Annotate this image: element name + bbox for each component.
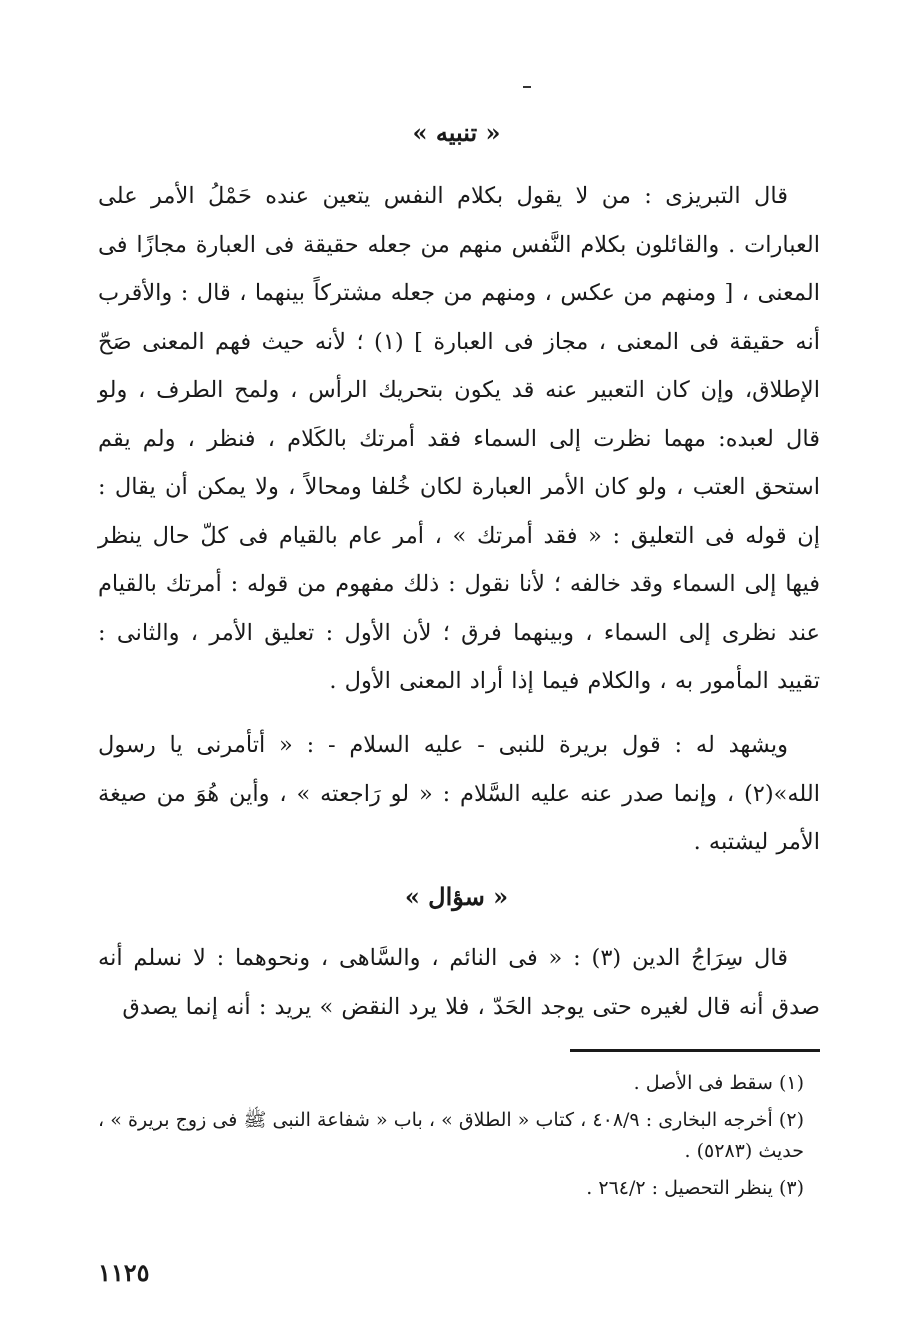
footnote-separator [570,1049,820,1052]
page-mark [523,86,531,88]
section-heading-tanbih: « تنبيه » [412,118,501,147]
page-number: ١١٢٥ [98,1258,150,1287]
body-paragraph-2: ويشهد له : قول بريرة للنبى - عليه السلام - : « أتأمرنى يا رسول الله»(٢) ، وإنما صدر عنه عليه السَّلام : « لو رَاجعته » ، وأين هُوَ من صيغة الأمر ليشتبه . [98,732,820,855]
footnotes [98,1068,820,1210]
footnote-3: (٣) ينظر التحصيل : ٢٦٤/٢ . [586,1177,804,1199]
footnote-1: (١) سقط فى الأصل . [633,1072,804,1094]
section-heading-sual: « سؤال » [404,882,509,911]
body-paragraph-3: قال سِرَاجُ الدين (٣) : « فى النائم ، والسَّاهى ، ونحوهما : لا نسلم أنه صدق أنه قال لغيره حتى يوجد الحَدّ ، فلا يرد النقض » يريد : أنه إنما يصدق [98,945,820,1020]
footnote-2: (٢) أخرجه البخارى : ٤٠٨/٩ ، كتاب « الطلاق » ، باب « شفاعة النبى ﷺ فى زوج بريرة » ، حديث (٥٢٨٣) . [98,1109,804,1162]
body-paragraph-1: قال التبريزى : من لا يقول بكلام النفس يتعين عنده حَمْلُ الأمر على العبارات . والقائلون بكلام النَّفس منهم من جعله حقيقة فى العبارة مجازًا فى المعنى ، [ ومنهم من عكس ، ومنهم من جعله مشتركاً بينهما ، قال : والأقرب أنه حقيقة فى المعنى ، مجاز فى العبارة ] (١) ؛ لأنه حيث فهم المعنى صَحّ الإطلاق، وإن كان التعبير عنه قد يكون بتحريك الرأس ، ولمح الطرف ، ولو قال لعبده: مهما نظرت إلى السماء فقد أمرتك بالكَلام ، فنظر ، ولم يقم استحق العتب ، ولو كان الأمر العبارة لكان خُلفا ومحالاً ، ولا يمكن أن يقال : إن قوله فى التعليق : « فقد أمرتك » ، أمر عام بالقيام فى كلّ حال ينظر فيها إلى السماء وقد خالفه ؛ لأنا نقول : ذلك مفهوم من قوله : أمرتك بالقيام عند نظرى إلى السماء ، وبينهما فرق ؛ لأن الأول : تعليق الأمر ، والثانى : تقييد المأمور به ، والكلام فيما إذا أراد المعنى الأول . [98,183,820,694]
